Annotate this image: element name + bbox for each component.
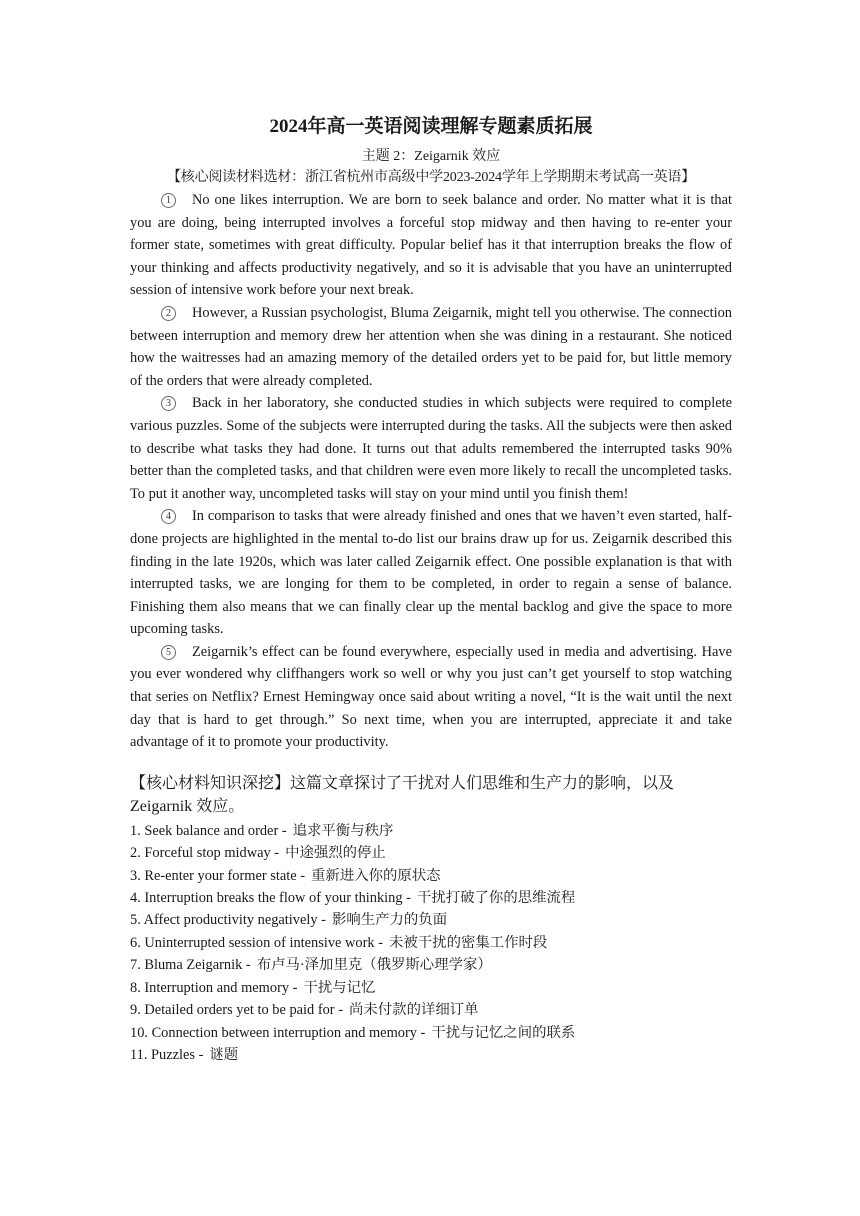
vocab-zh: 未被干扰的密集工作时段 — [389, 934, 548, 951]
vocab-list — [130, 820, 732, 1066]
vocab-en: 1. Seek balance and order - — [130, 822, 287, 839]
topic-subtitle: 主题 2：Zeigarnik 效应 — [361, 149, 501, 164]
vocab-item — [130, 909, 732, 931]
source-note: 【核心阅读材料选材：浙江省杭州市高级中学2023-2024学年上学期期末考试高一英语】 — [166, 170, 696, 185]
document-title: 2024年高一英语阅读理解专题素质拓展 — [269, 116, 593, 137]
paragraph-text: However, a Russian psychologist, Bluma Zeigarnik, might tell you otherwise. The connection between interruption and memory drew her attention when she was dining in a restaurant. She noticed how the waitresses had an amazing memory of the detailed orders yet to be paid for, but little memory of the orders that were already completed. — [130, 304, 732, 389]
vocab-item — [130, 887, 732, 909]
paragraph-text: Back in her laboratory, she conducted studies in which subjects were required to complete various puzzles. Some of the subjects were interrupted during the tasks. All the subjects were then asked to describe what tasks they had done. It turns out that adults remembered the interrupted tasks 90% better than the completed tasks, and that children were even more likely to recall the uncompleted tasks. To put it another way, uncompleted tasks will stay on your mind until you finish them! — [130, 395, 732, 502]
paragraph-text: Zeigarnik’s effect can be found everywhere, especially used in media and advertising. Have you ever wondered why cliffhangers work so well or why you just can’t get yourself to stop watching that series on Netflix? Ernest Hemingway once said about writing a novel, “It is the wait until the next day that is hard to get through.” So next time, when you are interrupted, appreciate it and take advantage of it to promote your productivity. — [130, 643, 732, 751]
vocab-item — [130, 1022, 732, 1044]
vocab-zh: 布卢马·泽加里克（俄罗斯心理学家） — [256, 957, 492, 974]
paragraph-number: 5 — [161, 645, 176, 660]
vocab-en: 10. Connection between interruption and memory - — [130, 1024, 426, 1041]
vocab-item — [130, 954, 732, 976]
vocab-zh: 中途强烈的停止 — [285, 845, 386, 862]
vocab-item — [130, 820, 732, 842]
paragraph-number: 4 — [161, 509, 176, 524]
paragraph-number: 3 — [161, 396, 176, 411]
vocab-en: 11. Puzzles - — [130, 1046, 204, 1063]
paragraph-1 — [130, 189, 732, 302]
vocab-en: 8. Interruption and memory - — [130, 979, 298, 996]
document-page — [130, 112, 732, 1066]
vocab-item — [130, 865, 732, 887]
vocab-item — [130, 932, 732, 954]
paragraph-3 — [130, 392, 732, 505]
paragraph-5 — [130, 641, 732, 754]
vocab-en: 3. Re-enter your former state - — [130, 867, 306, 884]
paragraph-text: No one likes interruption. We are born to seek balance and order. No matter what it is that you are doing, being interrupted involves a forceful stop midway and then having to re-enter your former state, sometimes with great difficulty. Popular belief has it that interruption breaks the flow of your thinking and affects productivity negatively, and so it is advisable that you have an uninterrupted session of intensive work before your next break. — [130, 192, 732, 299]
vocab-en: 6. Uninterrupted session of intensive work - — [130, 934, 383, 951]
section-gap — [130, 754, 732, 772]
paragraph-text: In comparison to tasks that were already finished and ones that we haven’t even started, half-done projects are highlighted in the mental to-do list our brains draw up for us. Zeigarnik described this finding in the late 1920s, which was later called Zeigarnik effect. One possible explanation is that with interrupted tasks, we are longing for them to be completed, in order to regain a sense of balance. Finishing them also means that we can finally clear up the mental backlog and give the space to more upcoming tasks. — [130, 508, 732, 638]
vocab-zh: 干扰与记忆之间的联系 — [431, 1024, 576, 1041]
vocab-item — [130, 999, 732, 1021]
vocab-en: 2. Forceful stop midway - — [130, 845, 280, 862]
vocab-zh: 干扰与记忆 — [303, 979, 376, 996]
vocab-zh: 影响生产力的负面 — [331, 912, 448, 929]
vocab-zh: 尚未付款的详细订单 — [349, 1002, 479, 1019]
vocab-item — [130, 842, 732, 864]
vocab-zh: 谜题 — [209, 1046, 239, 1063]
paragraph-number: 1 — [161, 193, 176, 208]
vocab-zh: 干扰打破了你的思维流程 — [416, 890, 576, 907]
knowledge-heading: 【核心材料知识深挖】这篇文章探讨了干扰对人们思维和生产力的影响，以及Zeigarnik 效应。 — [130, 774, 675, 815]
vocab-zh: 重新进入你的原状态 — [311, 867, 441, 884]
paragraph-4 — [130, 505, 732, 641]
vocab-en: 4. Interruption breaks the flow of your thinking - — [130, 890, 411, 907]
vocab-en: 9. Detailed orders yet to be paid for - — [130, 1002, 343, 1019]
paragraph-2 — [130, 302, 732, 392]
vocab-item — [130, 1044, 732, 1066]
vocab-item — [130, 977, 732, 999]
vocab-en: 5. Affect productivity negatively - — [130, 912, 326, 929]
vocab-zh: 追求平衡与秩序 — [292, 822, 394, 839]
paragraph-number: 2 — [161, 306, 176, 321]
vocab-en: 7. Bluma Zeigarnik - — [130, 957, 251, 974]
